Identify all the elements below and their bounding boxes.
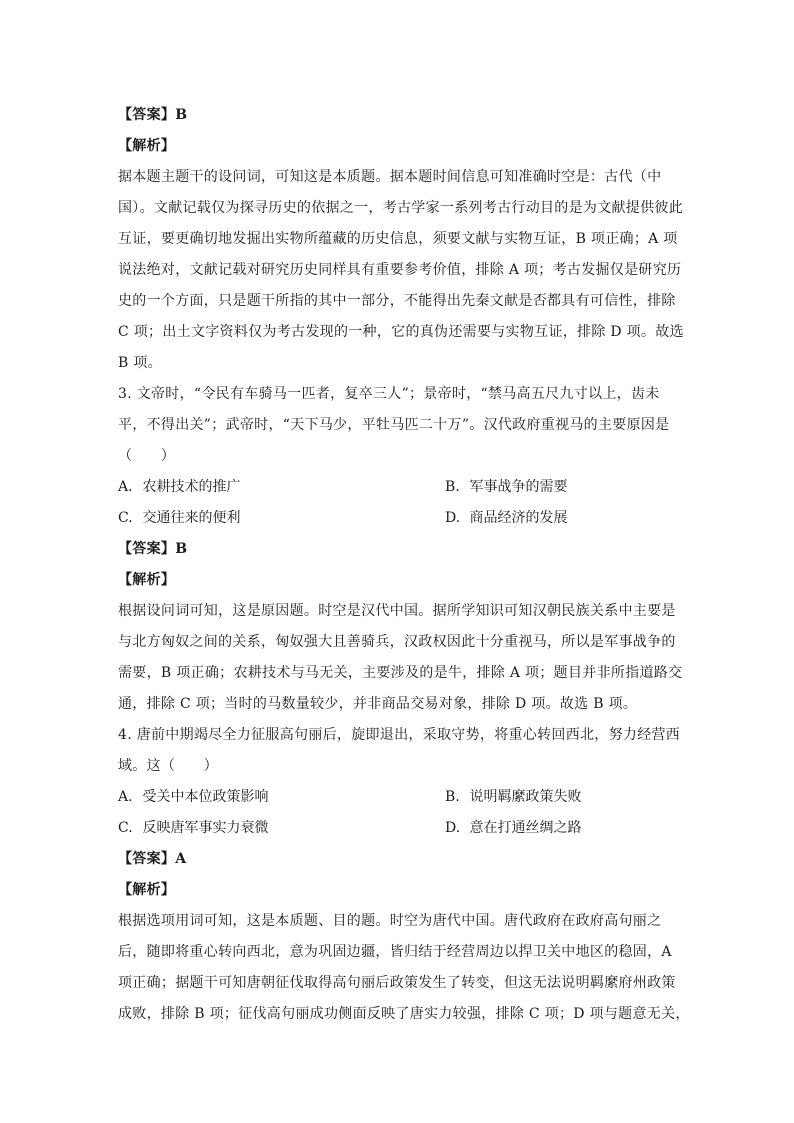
q4-stem-line: 域。这（ ） xyxy=(118,758,219,774)
q4-answer: 【答案】A xyxy=(118,851,187,867)
q3-options-row xyxy=(118,503,678,534)
q2-analysis-line: 互证，要更确切地发掘出实物所蕴藏的历史信息，须要文献与实物互证，B 项正确；A 项 xyxy=(118,231,678,247)
q3-analysis-line: 需要，B 项正确；农耕技术与马无关，主要涉及的是牛，排除 A 项；题目并非所指道路交 xyxy=(118,665,683,681)
q3-stem-line: 3. 文帝时，“令民有车骑马一匹者，复卒三人”；景帝时，“禁马高五尺九寸以上，齿未 xyxy=(118,386,660,402)
q3-analysis-line: 与北方匈奴之间的关系，匈奴强大且善骑兵，汉政权因此十分重视马，所以是军事战争的 xyxy=(118,634,676,650)
q4-analysis-label: 【解析】 xyxy=(118,882,176,898)
q3-answer: 【答案】B xyxy=(118,541,188,557)
q3-stem-line: （ ） xyxy=(118,448,176,464)
q3-stem-line: 平，不得出关”；武帝时，“天下马少，平牡马匹二十万”。汉代政府重视马的主要原因是 xyxy=(118,417,670,433)
q2-analysis-line: 国）。文献记载仅为探寻历史的依据之一，考古学家一系列考古行动目的是为文献提供彼此 xyxy=(118,200,683,216)
q4-option-d: D. 意在打通丝绸之路 xyxy=(445,820,582,836)
q2-analysis-line: C 项；出土文字资料仅为考古发现的一种，它的真伪还需要与实物互证，排除 D 项。故选 xyxy=(118,324,684,340)
q2-analysis-label: 【解析】 xyxy=(118,138,176,154)
q4-option-b: B. 说明羁縻政策失败 xyxy=(445,789,582,805)
q4-analysis-line: 根据选项用词可知，这是本质题、目的题。时空为唐代中国。唐代政府在政府高句丽之 xyxy=(118,913,662,929)
q2-analysis-line: 据本题主题干的设问词，可知这是本质题。据本题时间信息可知准确时空是：古代（中 xyxy=(118,169,662,185)
q3-option-a: A. 农耕技术的推广 xyxy=(118,479,241,495)
q2-analysis-line: 史的一个方面，只是题干所指的其中一部分，不能得出先秦文献是否都具有可信性，排除 xyxy=(118,293,676,309)
q4-analysis-line: 成败，排除 B 项；征伐高句丽成功侧面反映了唐实力较强，排除 C 项；D 项与题意无关， xyxy=(118,1006,690,1022)
q4-analysis-line: 后，随即将重心转向西北，意为巩固边疆，皆归结于经营周边以捍卫关中地区的稳固，A xyxy=(118,944,672,960)
q4-option-a: A. 受关中本位政策影响 xyxy=(118,789,269,805)
q2-answer: 【答案】B xyxy=(118,107,188,123)
q2-analysis-line: B 项。 xyxy=(118,355,162,371)
document-page xyxy=(118,100,690,1030)
q3-analysis-label: 【解析】 xyxy=(118,572,176,588)
q4-options-row xyxy=(118,782,678,813)
q4-analysis-line: 项正确；据题干可知唐朝征伐取得高句丽后政策发生了转变，但这无法说明羁縻府州政策 xyxy=(118,975,676,991)
q4-option-c: C. 反映唐军事实力衰微 xyxy=(118,820,269,836)
q3-analysis-line: 根据设问词可知，这是原因题。时空是汉代中国。据所学知识可知汉朝民族关系中主要是 xyxy=(118,603,676,619)
q4-stem-line: 4. 唐前中期竭尽全力征服高句丽后，旋即退出，采取守势，将重心转回西北，努力经营西 xyxy=(118,727,681,743)
q3-option-d: D. 商品经济的发展 xyxy=(445,510,568,526)
q4-options-row xyxy=(118,813,678,844)
q3-analysis-line: 通，排除 C 项；当时的马数量较少，并非商品交易对象，排除 D 项。故选 B 项。 xyxy=(118,696,638,712)
q2-analysis-line: 说法绝对，文献记载对研究历史同样具有重要参考价值，排除 A 项；考古发掘仅是研究历 xyxy=(118,262,682,278)
q3-options-row xyxy=(118,472,678,503)
q3-option-c: C. 交通往来的便利 xyxy=(118,510,241,526)
q3-option-b: B. 军事战争的需要 xyxy=(445,479,568,495)
